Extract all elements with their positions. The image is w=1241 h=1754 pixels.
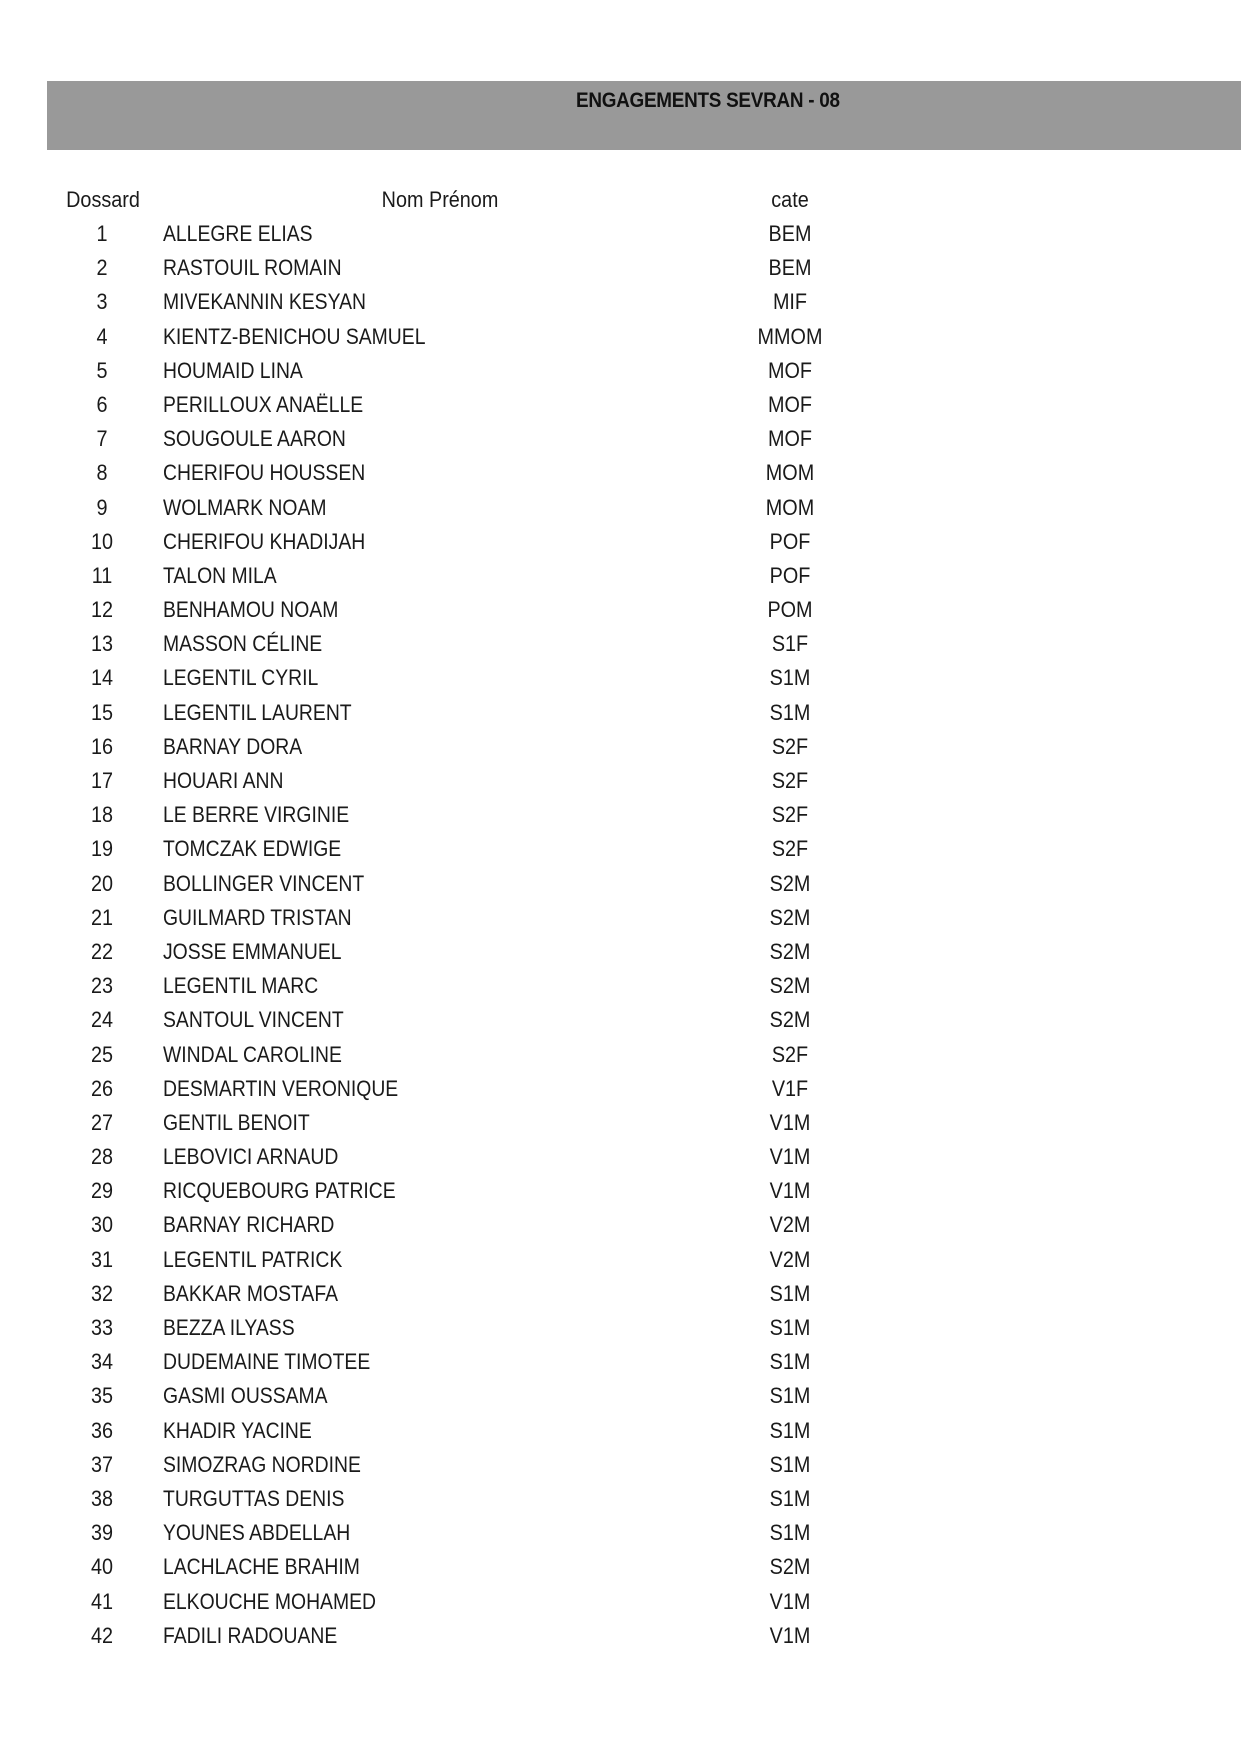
table-row (0, 1518, 1241, 1552)
category-code: S1M (769, 1417, 811, 1443)
dossard-number: 39 (90, 1520, 114, 1546)
table-row (0, 287, 1241, 321)
participant-name: JOSSE EMMANUEL (163, 938, 342, 964)
table-row (0, 1176, 1241, 1210)
dossard-number: 19 (90, 836, 114, 862)
participant-name: CHERIFOU HOUSSEN (163, 460, 366, 486)
table-row (0, 1587, 1241, 1621)
dossard-number: 11 (91, 562, 113, 588)
participant-name: SIMOZRAG NORDINE (163, 1451, 361, 1477)
participant-name: HOUARI ANN (163, 768, 284, 793)
participant-name: SANTOUL VINCENT (163, 1007, 344, 1033)
participant-name: LEGENTIL MARC (163, 973, 319, 999)
category-code: POF (769, 528, 811, 554)
dossard-number: 20 (90, 870, 114, 896)
table-row (0, 1313, 1241, 1347)
table-row (0, 1279, 1241, 1313)
category-code: S2M (769, 938, 811, 964)
category-code: POF (769, 562, 811, 588)
table-row (0, 1381, 1241, 1415)
dossard-number: 22 (90, 938, 114, 964)
table-row (0, 1108, 1241, 1142)
category-code: S2M (769, 870, 811, 896)
table-row (0, 1074, 1241, 1108)
category-code: S1M (769, 1349, 811, 1375)
category-code: S2F (771, 768, 809, 793)
table-row (0, 390, 1241, 424)
table-row (0, 1142, 1241, 1176)
dossard-number: 16 (90, 733, 114, 759)
participant-name: CHERIFOU KHADIJAH (163, 528, 366, 554)
table-row (0, 1005, 1241, 1039)
dossard-number: 2 (96, 255, 108, 281)
category-code: BEM (768, 255, 812, 281)
table-row (0, 1416, 1241, 1450)
participant-name: LEGENTIL LAURENT (163, 699, 352, 725)
participant-name: DUDEMAINE TIMOTEE (163, 1349, 371, 1375)
participant-name: KIENTZ-BENICHOU SAMUEL (163, 323, 426, 349)
column-header-categorie: cate (771, 187, 809, 212)
dossard-number: 38 (90, 1485, 114, 1511)
table-row (0, 937, 1241, 971)
table-row (0, 1552, 1241, 1586)
table-row (0, 493, 1241, 527)
participant-name: BARNAY RICHARD (163, 1212, 335, 1238)
category-code: V2M (769, 1212, 811, 1238)
table-row (0, 322, 1241, 356)
participant-name: FADILI RADOUANE (163, 1622, 338, 1648)
dossard-number: 13 (90, 631, 114, 657)
participant-name: BAKKAR MOSTAFA (163, 1280, 338, 1306)
dossard-number: 27 (90, 1109, 114, 1135)
table-row (0, 1450, 1241, 1484)
participant-name: KHADIR YACINE (163, 1417, 312, 1443)
dossard-number: 12 (90, 597, 114, 623)
category-code: S2M (769, 904, 811, 930)
dossard-number: 33 (90, 1315, 114, 1340)
participant-name: TALON MILA (163, 562, 277, 588)
dossard-number: 36 (90, 1417, 114, 1443)
table-row (0, 1484, 1241, 1518)
category-code: MMOM (757, 323, 823, 349)
category-code: S2F (771, 802, 809, 828)
category-code: V2M (769, 1246, 811, 1272)
table-row (0, 766, 1241, 800)
dossard-number: 6 (96, 391, 108, 417)
table-row (0, 732, 1241, 766)
dossard-number: 4 (96, 323, 108, 349)
category-code: MOM (765, 494, 815, 520)
category-code: V1F (771, 1075, 809, 1101)
category-code: S1M (769, 699, 811, 725)
category-code: V1M (769, 1588, 811, 1614)
category-code: V1M (769, 1178, 811, 1204)
category-code: V1M (769, 1109, 811, 1135)
dossard-number: 23 (90, 973, 114, 999)
dossard-number: 34 (90, 1349, 114, 1375)
dossard-number: 18 (90, 802, 114, 828)
participant-name: YOUNES ABDELLAH (163, 1520, 351, 1546)
category-code: MOF (767, 357, 812, 383)
table-row (0, 903, 1241, 937)
table-row (0, 1347, 1241, 1381)
dossard-number: 26 (90, 1075, 114, 1101)
header-banner (47, 81, 1241, 150)
table-row (0, 1621, 1241, 1655)
table-row (0, 1245, 1241, 1279)
participant-name: LE BERRE VIRGINIE (163, 802, 350, 828)
table-row (0, 595, 1241, 629)
category-code: S1M (769, 1383, 811, 1409)
table-row (0, 458, 1241, 492)
participant-name: LEBOVICI ARNAUD (163, 1144, 339, 1170)
participant-name: ELKOUCHE MOHAMED (163, 1588, 377, 1614)
participant-name: BENHAMOU NOAM (163, 597, 339, 623)
dossard-number: 25 (90, 1041, 114, 1067)
category-code: S2M (769, 973, 811, 999)
entries-table (0, 219, 1241, 1655)
participant-name: SOUGOULE AARON (163, 426, 346, 452)
participant-name: LACHLACHE BRAHIM (163, 1554, 360, 1580)
category-code: MOF (767, 426, 812, 452)
dossard-number: 30 (90, 1212, 114, 1238)
table-row (0, 698, 1241, 732)
participant-name: BEZZA ILYASS (163, 1315, 295, 1340)
table-row (0, 629, 1241, 663)
dossard-number: 10 (90, 528, 114, 554)
participant-name: WOLMARK NOAM (163, 494, 327, 520)
dossard-number: 31 (90, 1246, 114, 1272)
table-row (0, 424, 1241, 458)
category-code: S1F (771, 631, 809, 657)
participant-name: LEGENTIL PATRICK (163, 1246, 343, 1272)
category-code: S1M (769, 665, 811, 691)
participant-name: BOLLINGER VINCENT (163, 870, 365, 896)
dossard-number: 1 (96, 221, 108, 246)
dossard-number: 15 (90, 699, 114, 725)
table-row (0, 663, 1241, 697)
dossard-number: 14 (90, 665, 114, 691)
category-code: BEM (768, 221, 812, 246)
participant-name: DESMARTIN VERONIQUE (163, 1075, 399, 1101)
category-code: S2F (771, 733, 809, 759)
participant-name: MASSON CÉLINE (163, 631, 323, 657)
participant-name: RASTOUIL ROMAIN (163, 255, 342, 281)
column-header-dossard: Dossard (66, 187, 140, 212)
participant-name: GUILMARD TRISTAN (163, 904, 352, 930)
dossard-number: 35 (90, 1383, 114, 1409)
dossard-number: 7 (96, 426, 108, 452)
dossard-number: 17 (90, 768, 114, 793)
category-code: S2M (769, 1554, 811, 1580)
table-row (0, 971, 1241, 1005)
dossard-number: 21 (90, 904, 114, 930)
dossard-number: 40 (90, 1554, 114, 1580)
category-code: S2F (771, 836, 809, 862)
page-title: ENGAGEMENTS SEVRAN - 08 (576, 89, 840, 112)
table-row (0, 356, 1241, 390)
participant-name: TURGUTTAS DENIS (163, 1485, 345, 1511)
category-code: MOM (765, 460, 815, 486)
participant-name: MIVEKANNIN KESYAN (163, 289, 366, 315)
dossard-number: 42 (90, 1622, 114, 1648)
table-row (0, 1210, 1241, 1244)
table-row (0, 561, 1241, 595)
table-row (0, 1040, 1241, 1074)
table-row (0, 253, 1241, 287)
category-code: S1M (769, 1280, 811, 1306)
participant-name: RICQUEBOURG PATRICE (163, 1178, 396, 1204)
table-row (0, 800, 1241, 834)
participant-name: BARNAY DORA (163, 733, 303, 759)
dossard-number: 5 (96, 357, 108, 383)
participant-name: LEGENTIL CYRIL (163, 665, 319, 691)
category-code: S1M (769, 1485, 811, 1511)
category-code: S1M (769, 1520, 811, 1546)
participant-name: ALLEGRE ELIAS (163, 221, 313, 246)
dossard-number: 3 (96, 289, 108, 315)
dossard-number: 28 (90, 1144, 114, 1170)
participant-name: WINDAL CAROLINE (163, 1041, 342, 1067)
column-header-nom-prenom: Nom Prénom (381, 187, 499, 212)
category-code: V1M (769, 1622, 811, 1648)
dossard-number: 24 (90, 1007, 114, 1033)
category-code: V1M (769, 1144, 811, 1170)
table-row (0, 834, 1241, 868)
table-row (0, 527, 1241, 561)
table-row (0, 869, 1241, 903)
participant-name: PERILLOUX ANAËLLE (163, 391, 364, 417)
table-row (0, 219, 1241, 253)
category-code: MIF (772, 289, 808, 315)
dossard-number: 32 (90, 1280, 114, 1306)
category-code: MOF (767, 391, 812, 417)
category-code: S2M (769, 1007, 811, 1033)
dossard-number: 9 (96, 494, 108, 520)
category-code: S1M (769, 1451, 811, 1477)
dossard-number: 29 (90, 1178, 114, 1204)
dossard-number: 37 (90, 1451, 114, 1477)
dossard-number: 8 (96, 460, 108, 486)
participant-name: HOUMAID LINA (163, 357, 303, 383)
participant-name: TOMCZAK EDWIGE (163, 836, 342, 862)
participant-name: GASMI OUSSAMA (163, 1383, 328, 1409)
dossard-number: 41 (90, 1588, 114, 1614)
category-code: POM (767, 597, 813, 623)
category-code: S2F (771, 1041, 809, 1067)
category-code: S1M (769, 1315, 811, 1340)
participant-name: GENTIL BENOIT (163, 1109, 310, 1135)
